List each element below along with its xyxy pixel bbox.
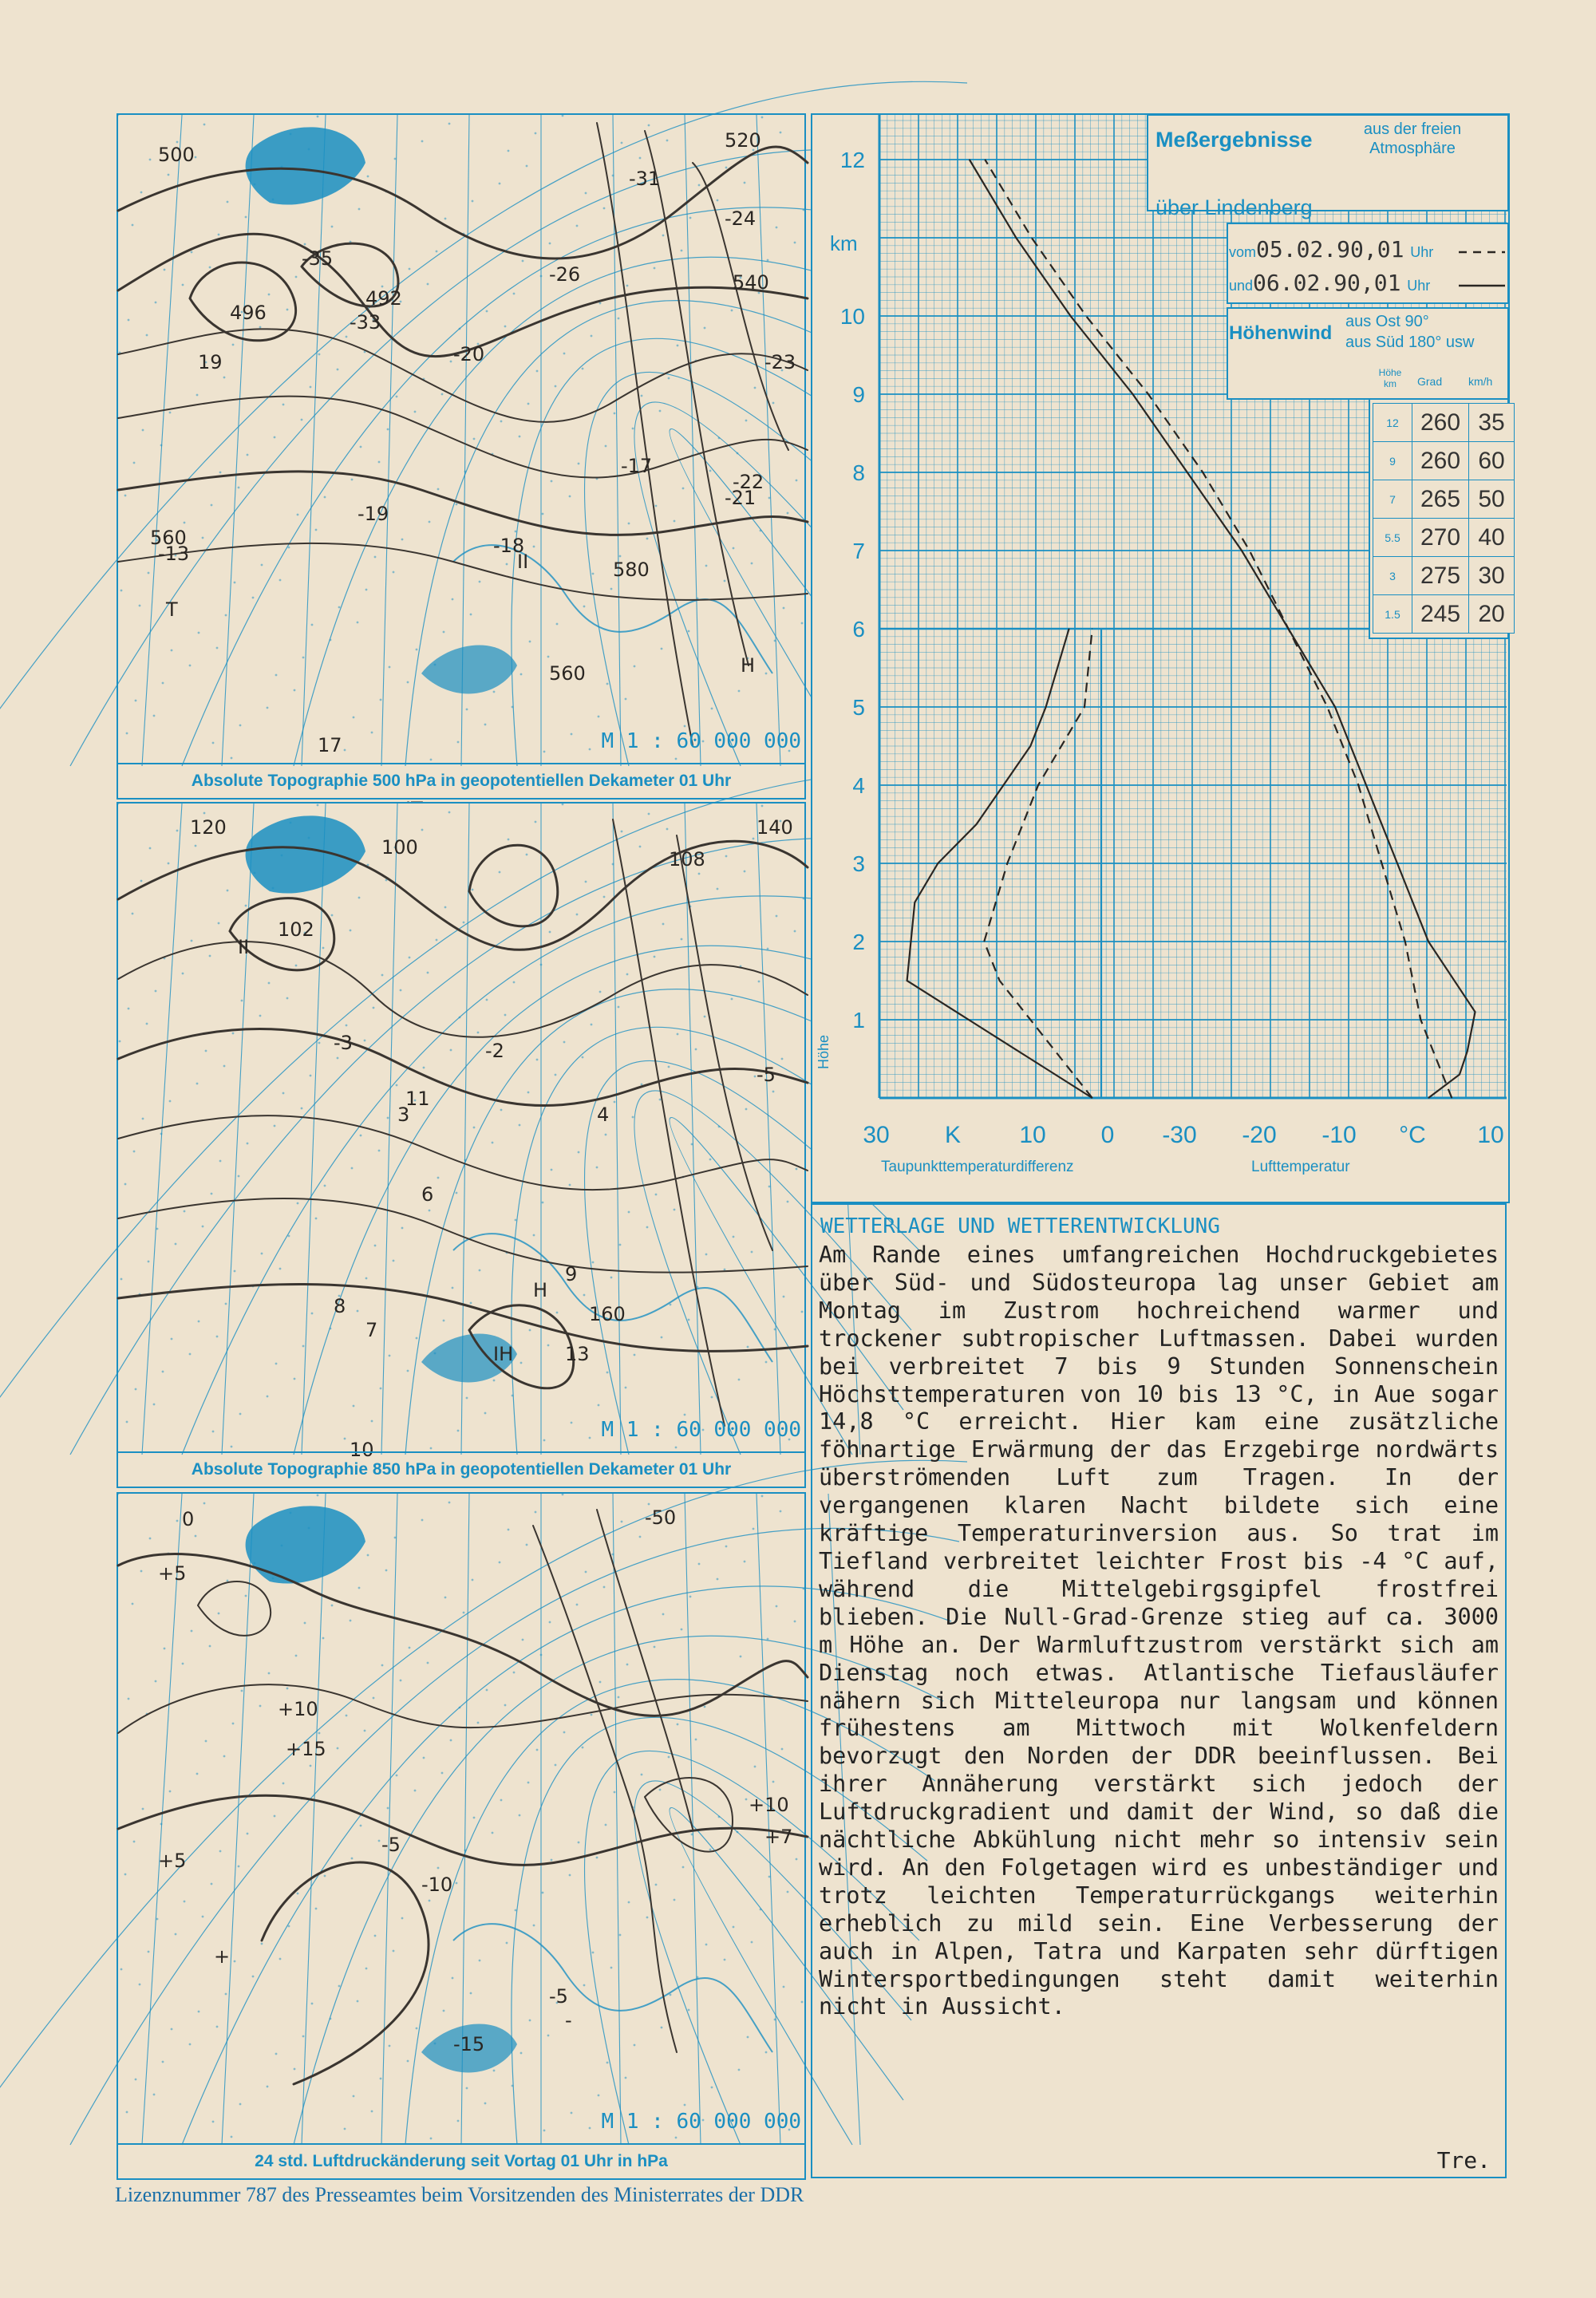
- sonde-point: [1030, 746, 1031, 747]
- map-label: 3: [397, 1104, 410, 1126]
- map-label: -22: [733, 471, 764, 493]
- temp-tick: -10: [1321, 1122, 1357, 1148]
- dew-tick: 10: [1019, 1122, 1046, 1148]
- sonde-point: [1327, 707, 1328, 708]
- map-label: 100: [381, 836, 418, 859]
- wind-row: [1373, 480, 1515, 519]
- map-label: -31: [629, 168, 661, 190]
- date1-suffix: Uhr: [1410, 244, 1434, 260]
- sonde-point: [1007, 863, 1008, 864]
- map-scale: M 1 : 60 000 000: [601, 2110, 801, 2134]
- wind-cell-d: 260: [1412, 442, 1469, 480]
- sonde-point: [1467, 1051, 1468, 1052]
- height-tick: 8: [852, 460, 865, 485]
- sonde-point: [1030, 1020, 1031, 1021]
- weather-heading: WETTERLAGE UND WETTERENTWICKLUNG: [820, 1214, 1220, 1238]
- wind-cell-s: 20: [1469, 595, 1515, 634]
- map-500hpa-chart: [118, 115, 808, 766]
- wind-cell-d: 245: [1412, 595, 1469, 634]
- map-label: -5: [549, 1985, 568, 2008]
- map-label: 0: [182, 1508, 195, 1530]
- dew-tick: 30: [863, 1122, 890, 1148]
- map-label: +5: [158, 1850, 187, 1872]
- map-label: -5: [381, 1834, 401, 1856]
- sonde-point: [1397, 863, 1398, 864]
- map-label: T: [166, 598, 178, 621]
- map-label: -5: [757, 1064, 776, 1086]
- map-label: -3: [334, 1032, 353, 1054]
- sonde-point: [1475, 1012, 1476, 1013]
- sonde-point: [1132, 394, 1133, 395]
- map-label: 10: [350, 1439, 374, 1461]
- map-label: 160: [589, 1303, 626, 1325]
- map-label: II: [517, 551, 529, 573]
- wind-title: Höhenwind: [1229, 322, 1333, 344]
- map-label: II: [238, 936, 250, 958]
- map-label: +5: [158, 1562, 187, 1585]
- map-pressure-change: [117, 1492, 806, 2180]
- sonde-point: [1016, 238, 1017, 239]
- wind-cell-d: 265: [1412, 480, 1469, 519]
- wind-dir2: aus Süd 180° usw: [1345, 334, 1475, 351]
- map-label: -: [565, 2009, 572, 2031]
- wind-cell-h: 12: [1373, 404, 1412, 442]
- sonde-point: [1288, 629, 1289, 630]
- temp-tick: -20: [1242, 1122, 1277, 1148]
- wind-cell-s: 40: [1469, 519, 1515, 557]
- map-850hpa-chart: [118, 804, 808, 1461]
- wind-cell-d: 275: [1412, 557, 1469, 595]
- map-label: 13: [565, 1343, 590, 1365]
- sonde-point: [1045, 707, 1046, 708]
- wind-cell-s: 50: [1469, 480, 1515, 519]
- wind-col-dir: Grad: [1417, 375, 1443, 388]
- wind-cell-h: 5.5: [1373, 519, 1412, 557]
- map-label: 140: [757, 816, 793, 839]
- map-label: +: [214, 1945, 231, 1968]
- wind-row: [1373, 442, 1515, 480]
- map-label: +10: [749, 1794, 789, 1816]
- map-label: 560: [150, 527, 187, 549]
- dew-tick: K: [944, 1122, 962, 1148]
- sonde-point: [1358, 785, 1359, 786]
- height-tick: 2: [852, 930, 865, 954]
- footer-license: Lizenznummer 787 des Presseamtes beim Vorsitzenden des Ministerrates der DDR: [115, 2183, 804, 2206]
- map-label: -15: [453, 2033, 485, 2055]
- wind-cell-s: 60: [1469, 442, 1515, 480]
- map-label: -50: [645, 1506, 677, 1529]
- wind-cell-h: 3: [1373, 557, 1412, 595]
- sonde-point: [1381, 863, 1382, 864]
- map-500hpa: [117, 113, 806, 800]
- map-label: +15: [286, 1738, 326, 1760]
- map-label: 4: [597, 1104, 610, 1126]
- height-tick: 3: [852, 851, 865, 876]
- map-label: 9: [565, 1263, 578, 1285]
- wind-cell-h: 1.5: [1373, 595, 1412, 634]
- map-label: 7: [365, 1319, 378, 1341]
- map-label: 19: [198, 351, 223, 373]
- wind-cell-h: 9: [1373, 442, 1412, 480]
- wind-row: [1373, 404, 1515, 442]
- map-label: 108: [669, 848, 705, 871]
- map-pressure-change-chart: [118, 1494, 808, 2146]
- map-label: 500: [158, 144, 195, 166]
- map-label: -33: [350, 311, 381, 334]
- map-scale: M 1 : 60 000 000: [601, 1418, 801, 1442]
- sonde-point: [1031, 238, 1032, 239]
- sonde-point: [1366, 785, 1367, 786]
- sonde-point: [1037, 785, 1038, 786]
- dew-axis-label: Taupunkttemperaturdifferenz: [881, 1159, 1074, 1175]
- map-label: 580: [613, 559, 650, 581]
- map-label: -21: [725, 487, 757, 509]
- map-label: +10: [278, 1698, 318, 1720]
- map-label: -20: [453, 343, 485, 365]
- weather-body: Am Rande eines umfangreichen Hochdruckgebietes über Süd- und Südosteuropa lag unser Gebiet am Montag im Zustrom hochreichend warmer und trockener subtropischer Luftmassen. Dabei wurden bei verbreitet 7 bis 9 Stunden Sonnenschein Höchsttemperaturen von 10 bis 13 °C, in Aue sogar 14,8 °C erreicht. Hier kam eine zusätzliche föhnartige Erwärmung der das Erzgebirge nordwärts überströmenden Luft zum Tragen. In der vergangenen klaren Nacht bildete sich eine kräftige Temperaturinversion aus. So trat im Tiefland verbreitet leichter Frost bis -4 °C auf, während die Mittelgebirgsgipfel frostfrei blieben. Die Null-Grad-Grenze stieg auf ca. 3000 m Höhe an. Der Warmluftzustrom verstärkt sich am Dienstag noch etwas. Atlantische Tiefausläufer nähern sich Mitteleuropa nur langsam und können frühestens am Mittwoch mit Wolkenfeldern bevorzugt den Norden der DDR beeinflussen. Bei ihrer Annäherung verstärkt sich jedoch der Luftdruckgradient und damit der Wind, so daß die nächtliche Abkühlung nicht mehr so intensiv sein wird. An den Folgetagen wird es unbeständiger und trotz leichten Temperaturrückgangs weiterhin erheblich zu mild sein. Eine Verbesserung der auch in Alpen, Tatra und Karpaten sehr dürftigen Wintersportbedingungen steht damit weiterhin nicht in Aussicht.: [819, 1242, 1499, 2020]
- sonde-date2: [1229, 270, 1430, 296]
- map-label: 11: [405, 1088, 430, 1110]
- map-label: H: [533, 1279, 548, 1301]
- map-label: -26: [549, 263, 581, 286]
- map-label: -17: [621, 455, 653, 477]
- map-label: IH: [493, 1343, 514, 1365]
- temp-tick: -30: [1162, 1122, 1197, 1148]
- wind-cell-d: 260: [1412, 404, 1469, 442]
- map-label: -13: [158, 543, 190, 565]
- map-caption: Absolute Topographie 500 hPa in geopotentiellen Dekameter 01 Uhr: [118, 763, 804, 798]
- map-label: -23: [764, 351, 796, 373]
- map-label: 6: [421, 1183, 434, 1206]
- height-tick: 9: [852, 382, 865, 407]
- sonde-title: Meßergebnisse: [1156, 128, 1313, 152]
- map-label: 520: [725, 129, 761, 152]
- map-label: -10: [421, 1874, 453, 1896]
- height-tick: 12: [839, 148, 865, 172]
- temp-tick: °C: [1399, 1122, 1426, 1148]
- wind-cell-h: 7: [1373, 480, 1412, 519]
- height-tick: 6: [852, 617, 865, 642]
- temp-tick: 10: [1477, 1122, 1504, 1148]
- height-unit: km: [830, 231, 858, 255]
- sonde-point: [1086, 316, 1087, 317]
- weather-text-panel: [811, 1203, 1507, 2178]
- weather-signature: Tre.: [1436, 2147, 1491, 2174]
- sonde-date1: [1229, 236, 1433, 263]
- sonde-point: [976, 824, 977, 825]
- map-label: -2: [485, 1040, 504, 1062]
- height-tick: 5: [852, 695, 865, 720]
- map-label: H: [741, 654, 756, 677]
- wind-dir1: aus Ost 90°: [1345, 313, 1429, 330]
- map-label: -18: [493, 535, 525, 557]
- date2-suffix: Uhr: [1407, 278, 1431, 294]
- wind-row: [1373, 595, 1515, 634]
- wind-cell-s: 35: [1469, 404, 1515, 442]
- sonde-subtitle: aus der freien Atmosphäre: [1363, 120, 1462, 157]
- map-label: -19: [358, 503, 389, 525]
- map-label: -35: [302, 247, 334, 270]
- sonde-location: über Lindenberg: [1156, 195, 1313, 219]
- sonde-point: [1420, 1020, 1421, 1021]
- sonde-point: [1070, 316, 1071, 317]
- wind-row: [1373, 519, 1515, 557]
- wind-cell-s: 30: [1469, 557, 1515, 595]
- dew-tick: 0: [1100, 1122, 1115, 1148]
- height-tick: 10: [839, 304, 865, 329]
- date1-value: 05.02.90,01: [1256, 236, 1404, 263]
- map-caption: 24 std. Luftdruckänderung seit Vortag 01 Uhr in hPa: [118, 2143, 804, 2178]
- map-label: 102: [278, 918, 314, 941]
- map-label: 492: [365, 287, 402, 310]
- date1-prefix: vom: [1229, 244, 1257, 260]
- map-label: 8: [334, 1295, 346, 1317]
- wind-col-height: Höhe km: [1378, 367, 1402, 389]
- map-caption: Absolute Topographie 850 hPa in geopotentiellen Dekameter 01 Uhr: [118, 1451, 804, 1487]
- sonde-point: [1148, 394, 1149, 395]
- sonde-point: [968, 1020, 969, 1021]
- date2-prefix: und: [1229, 278, 1254, 294]
- map-label: -24: [725, 207, 757, 230]
- sonde-point: [1030, 1059, 1031, 1060]
- wind-col-speed: km/h: [1468, 375, 1493, 388]
- date2-value: 06.02.90,01: [1253, 270, 1401, 296]
- map-850hpa: [117, 802, 806, 1488]
- map-label: 17: [318, 734, 342, 756]
- map-label: 120: [190, 816, 227, 839]
- temp-axis-label: Lufttemperatur: [1251, 1159, 1350, 1175]
- wind-row: [1373, 557, 1515, 595]
- map-scale: M 1 : 60 000 000: [601, 729, 801, 753]
- height-tick: 1: [852, 1008, 865, 1033]
- wind-table: [1373, 403, 1515, 634]
- map-label: 540: [733, 271, 769, 294]
- map-label: 560: [549, 662, 586, 685]
- height-axis-label: Höhe: [816, 1034, 832, 1069]
- height-tick: 7: [852, 539, 865, 563]
- wind-cell-d: 270: [1412, 519, 1469, 557]
- sonde-point: [1335, 707, 1336, 708]
- map-label: 496: [230, 302, 267, 324]
- height-tick: 4: [852, 773, 865, 798]
- map-label: +7: [764, 1826, 793, 1848]
- sonde-point: [1428, 1098, 1429, 1099]
